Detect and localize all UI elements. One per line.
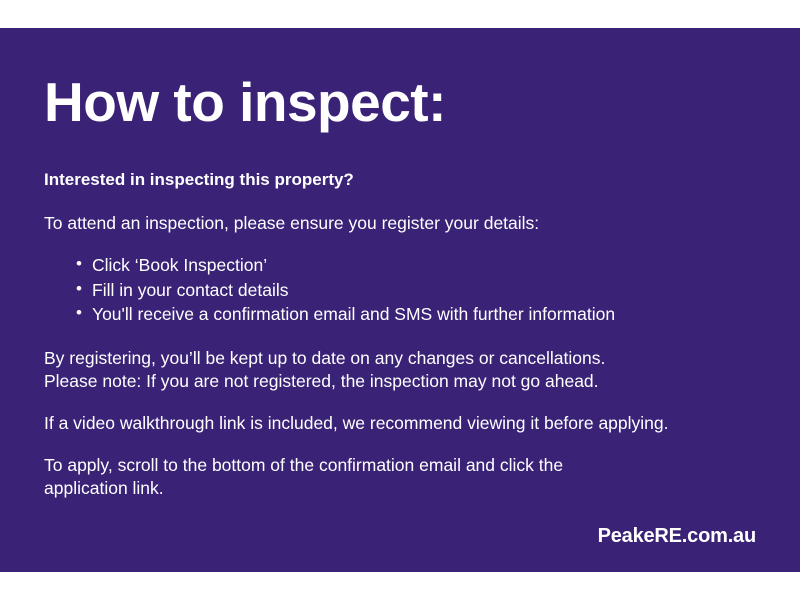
intro-text: To attend an inspection, please ensure you register your details:: [44, 212, 540, 233]
steps-list: [44, 254, 756, 325]
list-item: • Click ‘Book Inspection’: [76, 254, 756, 276]
apply-instruction-line: application link.: [44, 477, 164, 498]
registration-note-line: By registering, you’ll be kept up to date on any changes or cancellations.: [44, 348, 606, 369]
lead-question: Interested in inspecting this property?: [44, 169, 354, 189]
list-item: • You'll receive a confirmation email and SMS with further information: [76, 303, 756, 325]
list-item: • Fill in your contact details: [76, 279, 756, 301]
video-walkthrough-note: If a video walkthrough link is included, we recommend viewing it before applying.: [44, 413, 669, 434]
registration-note-line: Please note: If you are not registered, the inspection may not go ahead.: [44, 370, 599, 391]
page-title: How to inspect:: [44, 71, 446, 133]
apply-instruction-line: To apply, scroll to the bottom of the confirmation email and click the: [44, 455, 564, 476]
registration-notes: [44, 347, 756, 392]
apply-instructions: [44, 454, 756, 499]
brand-website: PeakeRE.com.au: [597, 525, 756, 547]
slide-canvas: [0, 28, 800, 572]
